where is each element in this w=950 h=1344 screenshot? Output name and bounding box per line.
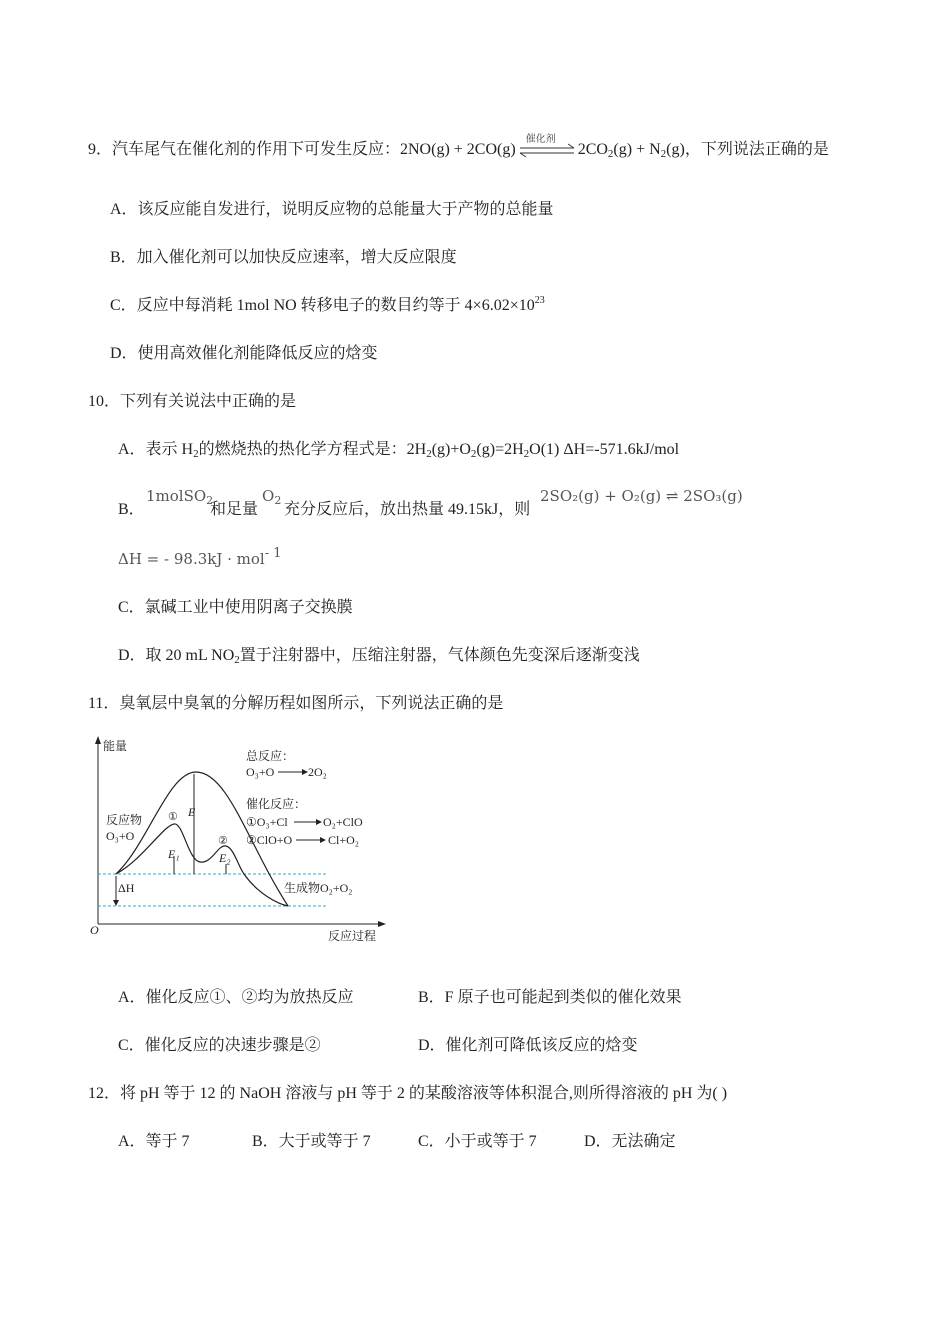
y-axis-label: 能量 (103, 739, 128, 753)
cat1-arrow-icon (316, 819, 322, 825)
energy-diagram (88, 734, 388, 944)
cat2-arrow-icon (320, 837, 326, 843)
total-rhs: 2O₂ (308, 765, 327, 779)
cat2-rhs: Cl+O₂ (328, 833, 359, 847)
cat2-lhs: ②ClO+O (246, 833, 293, 847)
q10-b-so2: 1molSO$_2$ (146, 487, 214, 507)
q12-stem: 12．将 pH 等于 12 的 NaOH 溶液与 pH 等于 2 的某酸溶液等体积混合,则所得溶液的 pH 为( ) (88, 1085, 728, 1102)
q10-stem: 10．下列有关说法中正确的是 (88, 393, 297, 410)
dh-label: ΔH (118, 881, 135, 895)
q9-option-b: B．加入催化剂可以加快反应速率，增大反应限度 (110, 249, 457, 266)
x-axis-label: 反应过程 (328, 929, 377, 943)
catalyst-label: 催化剂 (525, 134, 556, 146)
product-label: 生成物O₂+O₂ (284, 881, 353, 895)
q10-option-d: D．取 20 mL $NO_2$置于注射器中，压缩注射器，气体颜色先变深后逐渐变浅 (118, 647, 640, 666)
q10-b-equation: 2SO₂(g) + O₂(g) ⇌ 2SO₃(g) (540, 487, 743, 505)
q11-option-d: D．催化剂可降低该反应的焓变 (418, 1037, 638, 1054)
cat1-rhs: O₂+ClO (323, 815, 363, 829)
total-title: 总反应： (246, 749, 295, 763)
cat-title: 催化反应： (246, 797, 307, 811)
q11-stem: 11．臭氧层中臭氧的分解历程如图所示，下列说法正确的是 (88, 695, 504, 712)
y-axis-arrow-icon (95, 736, 101, 744)
total-lhs: O₃+O (246, 765, 275, 779)
q11-option-b: B．F 原子也可能起到类似的催化效果 (418, 989, 682, 1006)
q10-b-delta-h: ΔH = - 98.3kJ · mol$^{- 1}$ (118, 546, 282, 568)
mark-1: ① (168, 811, 178, 823)
q10-b-o2: $O_2$ (262, 487, 282, 507)
q9-stem: 9．汽车尾气在催化剂的作用下可发生反应：2NO(g) + 2CO(g) 催化剂 $2CO_2(g) + N_2(g)$，下列说法正确的是 (88, 140, 829, 160)
q9-option-a: A．该反应能自发进行，说明反应物的总能量大于产物的总能量 (110, 201, 554, 218)
q10-option-a: A．表示 $H_2$的燃烧热的热化学方程式是：$2H_2(g)+O_2(g)=2H_2O(1)$ ΔH=-571.6kJ/mol (118, 441, 680, 460)
e1-label: E₁ (168, 847, 180, 861)
q11-option-c: C．催化反应的决速步骤是② (118, 1037, 321, 1054)
origin-label: O (90, 923, 99, 937)
cat1-lhs: ①O₃+Cl (246, 815, 288, 829)
q10-option-c: C．氯碱工业中使用阴离子交换膜 (118, 599, 353, 616)
dh-arrow-icon (113, 900, 119, 906)
mark-2: ② (218, 835, 228, 847)
q10-b-and: 和足量 (210, 501, 259, 518)
q10-b-text: 充分反应后，放出热量 49.15kJ，则 (284, 501, 531, 518)
reactant-formula: O₃+O (106, 829, 135, 843)
e-label: E (188, 805, 196, 819)
q12-option-d: D．无法确定 (584, 1133, 676, 1150)
q12-option-a: A．等于 7 (118, 1133, 190, 1150)
q12-option-c: C．小于或等于 7 (418, 1133, 537, 1150)
catalyst-arrow (516, 134, 578, 160)
x-axis-arrow-icon (378, 921, 386, 927)
e2-label: E₂ (219, 851, 231, 865)
q10-option-b-label: B． (118, 501, 145, 518)
q9-option-c: C．反应中每消耗 1mol NO 转移电子的数目约等于 $4\times 6.02\times 10^{23}$ (110, 295, 545, 314)
q12-option-b: B．大于或等于 7 (252, 1133, 371, 1150)
q11-option-a: A．催化反应①、②均为放热反应 (118, 989, 354, 1006)
q9-option-d: D．使用高效催化剂能降低反应的焓变 (110, 345, 378, 362)
reactant-label: 反应物 (106, 813, 143, 827)
